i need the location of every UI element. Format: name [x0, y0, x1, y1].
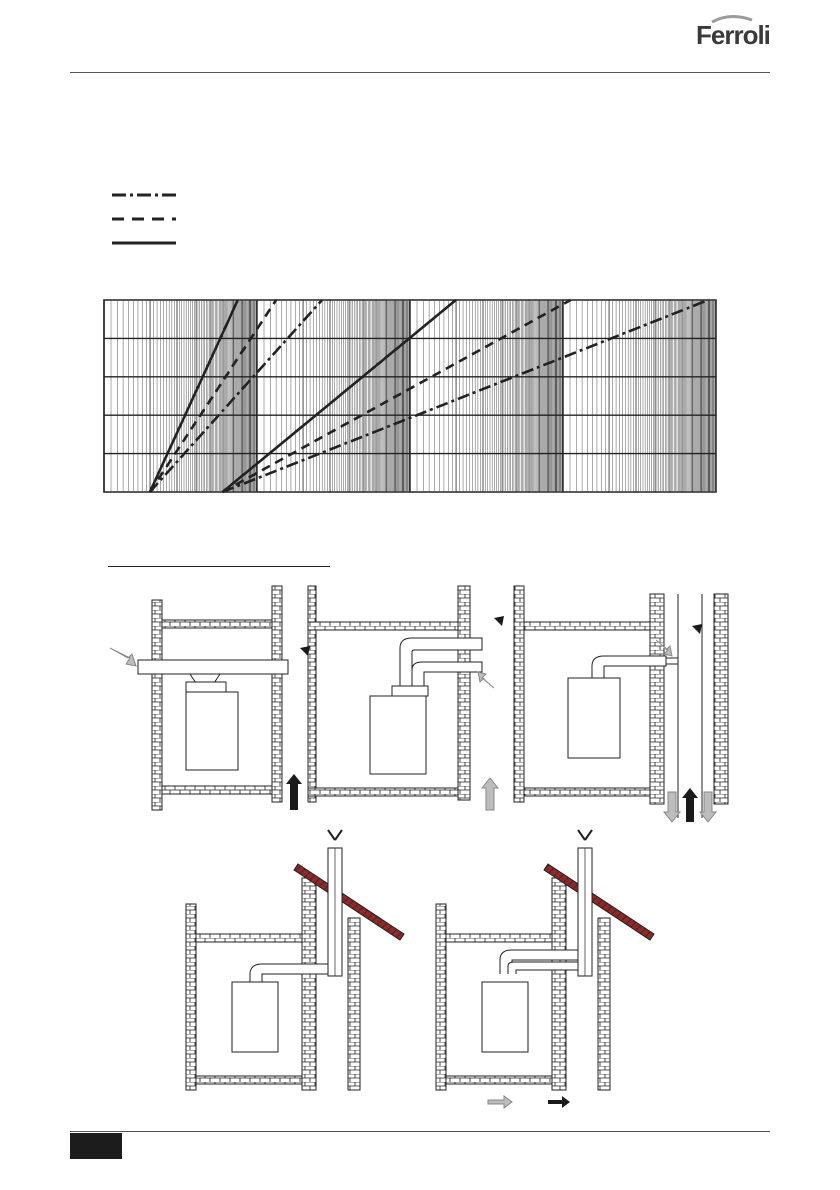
diagram-roof-flue-b [436, 830, 654, 1108]
air-inlet-arrow-icon [478, 672, 494, 688]
updraft-arrow-icon [286, 774, 302, 810]
installation-diagrams [100, 578, 740, 1118]
chart-legend [110, 185, 190, 250]
exhaust-top-arrow-icon [578, 830, 592, 840]
diagram-collective-duct [514, 586, 728, 822]
page-language-tab [70, 1133, 122, 1159]
updraft-arrow-icon [682, 788, 698, 822]
exhaust-top-arrow-icon [328, 830, 342, 840]
flue-outlet-arrow-icon [686, 624, 702, 640]
flue-outlet-arrow-icon [290, 646, 310, 664]
brand-name: Ferroli [696, 20, 770, 50]
header-divider [70, 72, 770, 73]
air-legend-arrow-icon [488, 1096, 512, 1108]
diagram-split-horizontal [110, 586, 316, 810]
diagram-roof-flue-a [186, 830, 404, 1090]
pressure-loss-chart [100, 298, 720, 496]
flue-legend-arrow-icon [548, 1096, 570, 1108]
section-title-underline [108, 566, 330, 567]
footer-divider [70, 1131, 770, 1132]
air-inlet-arrow-icon [110, 648, 136, 666]
brand-logo [690, 14, 774, 54]
diagram-split-same-wall [308, 586, 504, 810]
flue-outlet-arrow-icon [484, 616, 504, 632]
updraft-arrow-icon [482, 778, 498, 810]
